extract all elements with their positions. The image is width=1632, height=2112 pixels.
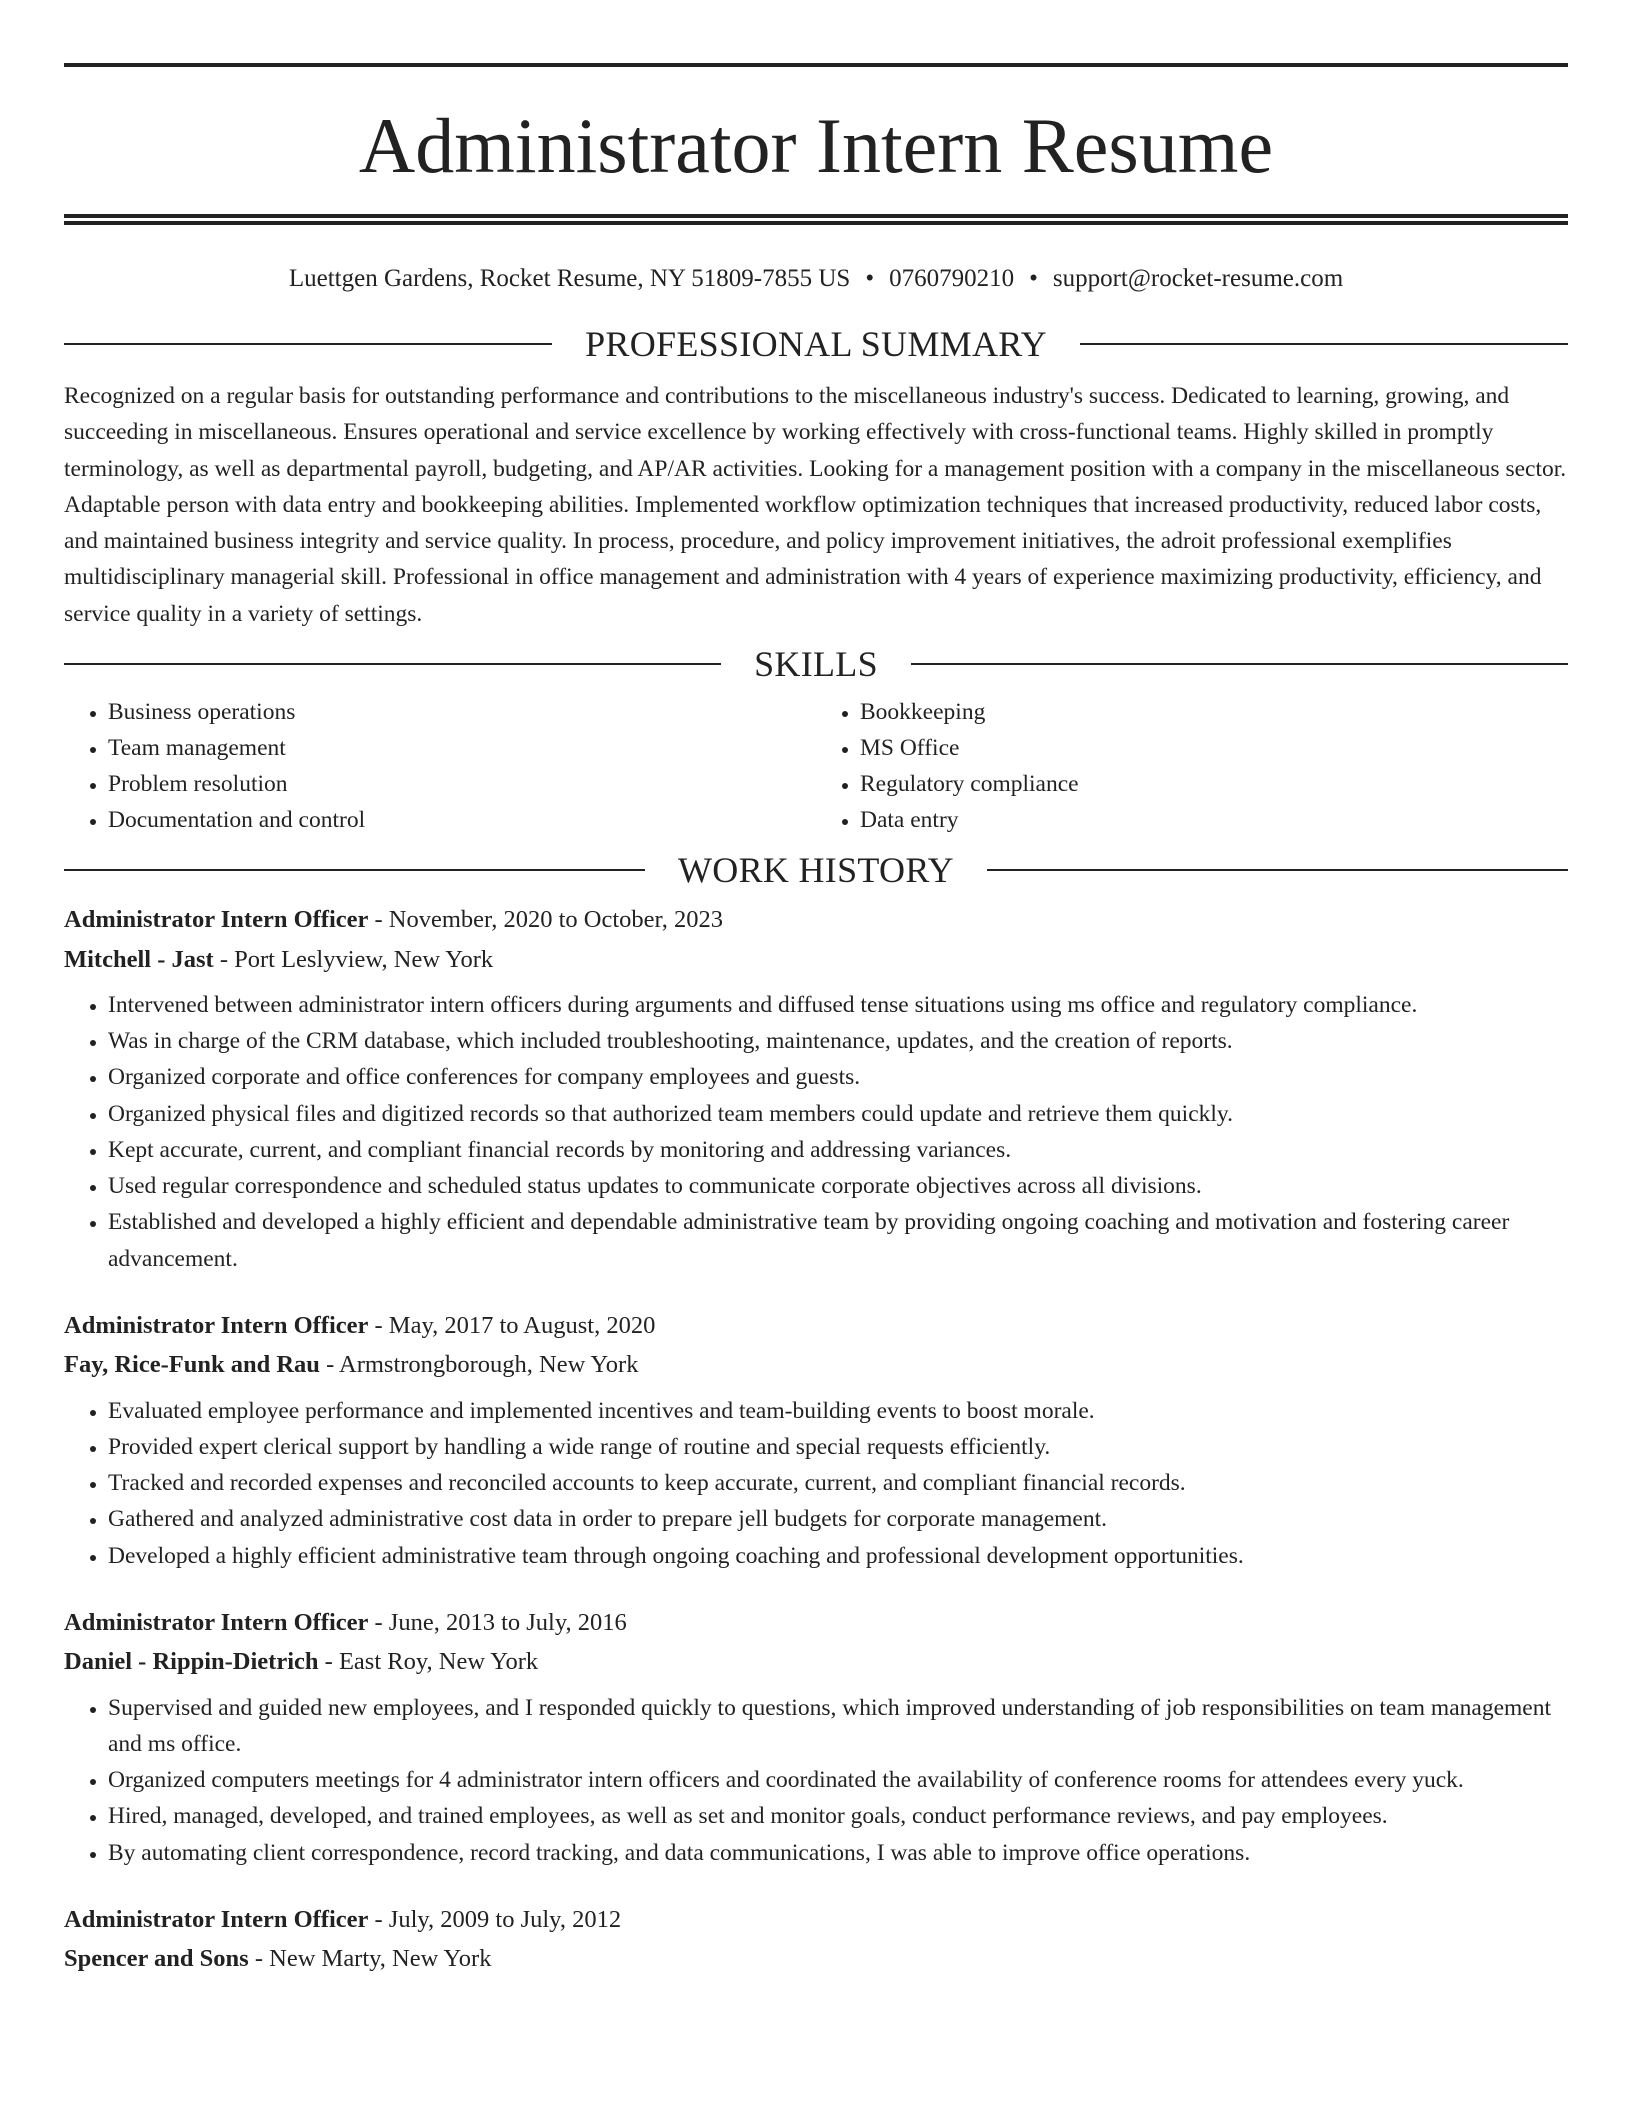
contact-separator: • [1029, 265, 1038, 292]
job-title: Administrator Intern Officer [64, 906, 369, 934]
job-company: Spencer and Sons [64, 1945, 249, 1973]
job-bullet: • Used regular correspondence and scheduled status updates to communicate corporate objectives across all divisions. [108, 1168, 1568, 1204]
skills-section-heading [64, 644, 1568, 685]
work-section-heading [64, 850, 1568, 891]
job-company-line [64, 1642, 1568, 1682]
job-company-line [64, 940, 1568, 980]
job-location: - New Marty, New York [254, 1945, 492, 1973]
job-location: - Armstrongborough, New York [326, 1351, 639, 1379]
job-bullets [64, 1690, 1568, 1871]
skill-item: • Problem resolution [108, 766, 816, 802]
job-bullet: • Tracked and recorded expenses and reconciled accounts to keep accurate, current, and compliant financial records. [108, 1465, 1568, 1501]
job-title-line [64, 1900, 1568, 1940]
job-company-line [64, 1939, 1568, 1979]
job-bullet: • Intervened between administrator intern officers during arguments and diffused tense situations using ms office and regulatory compliance. [108, 987, 1568, 1023]
job-bullet: • Gathered and analyzed administrative cost data in order to prepare jell budgets for corporate management. [108, 1501, 1568, 1537]
job-bullet: • Was in charge of the CRM database, which included troubleshooting, maintenance, updates, and the creation of reports. [108, 1023, 1568, 1059]
job-dates: - July, 2009 to July, 2012 [374, 1905, 622, 1933]
job-bullet: • Developed a highly efficient administrative team through ongoing coaching and professional development opportunities. [108, 1538, 1568, 1574]
title-double-rule [64, 214, 1568, 225]
job-bullet: • Supervised and guided new employees, and I responded quickly to questions, which improved understanding of job responsibilities on team management and ms office. [108, 1690, 1568, 1762]
job-bullets [64, 1393, 1568, 1574]
skill-item: • Regulatory compliance [860, 766, 1568, 802]
job-title: Administrator Intern Officer [64, 1608, 369, 1636]
professional-summary: Recognized on a regular basis for outstanding performance and contributions to the miscellaneous industry's success. Dedicated to learning, growing, and succeeding in miscellaneous. Ensures operational and service excellence by working effectively with cross-functional teams. Highly skilled in promptly terminology, as well as departmental payroll, budgeting, and AP/AR activities. Looking for a management position with a company in the miscellaneous sector. Adaptable person with data entry and bookkeeping abilities. Implemented workflow optimization techniques that increased productivity, reduced labor costs, and maintained business integrity and service quality. In process, procedure, and policy improvement initiatives, the adroit professional exemplifies multidisciplinary managerial skill. Professional in office management and administration with 4 years of experience maximizing productivity, efficiency, and service quality in a variety of settings. [64, 383, 1567, 627]
contact-phone: 0760790210 [889, 265, 1015, 292]
job-dates: - November, 2020 to October, 2023 [374, 906, 723, 934]
heading-rule [64, 869, 645, 871]
heading-rule [987, 869, 1568, 871]
skills-heading-label: SKILLS [754, 644, 878, 685]
job-bullet: • Established and developed a highly efficient and dependable administrative team by providing ongoing coaching and motivation and fostering career advancement. [108, 1204, 1568, 1276]
heading-rule [1080, 343, 1568, 345]
skill-item: • Data entry [860, 802, 1568, 838]
job-bullet: • Evaluated employee performance and implemented incentives and team-building events to boost morale. [108, 1393, 1568, 1429]
job-bullets [64, 987, 1568, 1277]
job-title-line [64, 1306, 1568, 1346]
heading-rule [64, 663, 721, 665]
job-entry [64, 1900, 1568, 1979]
job-bullet: • Organized computers meetings for 4 administrator intern officers and coordinated the availability of conference rooms for attendees every yuck. [108, 1762, 1568, 1798]
top-rule [64, 63, 1568, 67]
job-entry [64, 1603, 1568, 1871]
skill-item: • Bookkeeping [860, 694, 1568, 730]
job-title-line [64, 1603, 1568, 1643]
contact-email: support@rocket-resume.com [1052, 265, 1344, 292]
skill-item: • Business operations [108, 694, 816, 730]
job-dates: - June, 2013 to July, 2016 [374, 1608, 627, 1636]
summary-section-heading [64, 326, 1568, 362]
job-title-line [64, 900, 1568, 940]
job-entry [64, 1306, 1568, 1574]
page-title: Administrator Intern Resume [358, 102, 1274, 189]
job-bullet: • By automating client correspondence, record tracking, and data communications, I was able to improve office operations. [108, 1835, 1568, 1871]
skills-column-right [816, 694, 1568, 838]
job-location: - Port Leslyview, New York [219, 945, 494, 973]
skill-item: • MS Office [860, 730, 1568, 766]
job-company: Fay, Rice-Funk and Rau [64, 1351, 320, 1379]
job-bullet: • Organized corporate and office conferences for company employees and guests. [108, 1059, 1568, 1095]
job-title: Administrator Intern Officer [64, 1905, 369, 1933]
job-company: Daniel - Rippin-Dietrich [64, 1648, 319, 1676]
job-company: Mitchell - Jast [64, 945, 214, 973]
job-bullet: • Hired, managed, developed, and trained employees, as well as set and monitor goals, conduct performance reviews, and pay employees. [108, 1798, 1568, 1834]
job-bullet: • Provided expert clerical support by handling a wide range of routine and special requests efficiently. [108, 1429, 1568, 1465]
skills-column-left [64, 694, 816, 838]
job-entry [64, 900, 1568, 1277]
skill-item: • Team management [108, 730, 816, 766]
work-heading-label: WORK HISTORY [678, 850, 954, 891]
skill-item: • Documentation and control [108, 802, 816, 838]
heading-rule [64, 343, 552, 345]
job-dates: - May, 2017 to August, 2020 [374, 1311, 656, 1339]
contact-address: Luettgen Gardens, Rocket Resume, NY 51809-7855 US [288, 265, 851, 292]
job-company-line [64, 1345, 1568, 1385]
job-title: Administrator Intern Officer [64, 1311, 369, 1339]
skills-list [64, 694, 1568, 838]
job-bullet: • Organized physical files and digitized records so that authorized team members could update and retrieve them quickly. [108, 1096, 1568, 1132]
job-bullet: • Kept accurate, current, and compliant financial records by monitoring and addressing variances. [108, 1132, 1568, 1168]
contact-line [64, 266, 1568, 291]
summary-heading-label: PROFESSIONAL SUMMARY [585, 324, 1047, 364]
heading-rule [911, 663, 1568, 665]
contact-separator: • [865, 265, 875, 292]
job-location: - East Roy, New York [324, 1648, 539, 1676]
